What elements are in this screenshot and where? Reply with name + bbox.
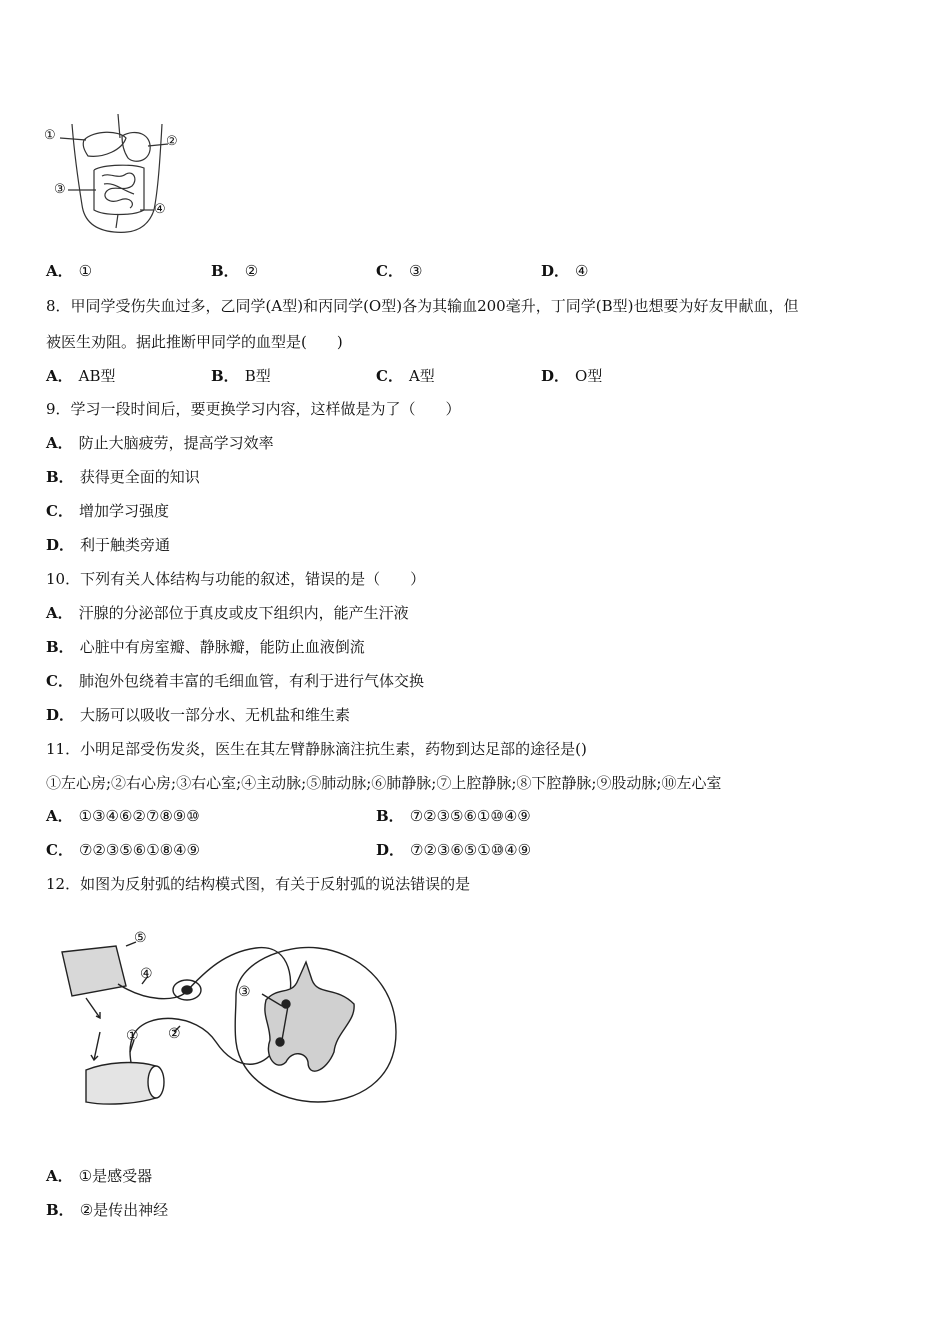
q11-stem: 11．小明足部受伤发炎，医生在其左臂静脉滴注抗生素，药物到达足部的途径是() xyxy=(46,740,587,758)
q8-option-a[interactable]: A． AB型 xyxy=(46,367,116,385)
q10-stem: 10．下列有关人体结构与功能的叙述，错误的是（ ） xyxy=(46,570,426,588)
digestive-system-drawing xyxy=(44,110,194,240)
fig7-label-3: ③ xyxy=(54,182,66,197)
q9-option-c[interactable]: C． 增加学习强度 xyxy=(46,502,169,520)
q7-option-b[interactable]: B． ② xyxy=(211,262,259,280)
q10-option-c[interactable]: C． 肺泡外包绕着丰富的毛细血管，有利于进行气体交换 xyxy=(46,672,424,690)
q7-option-a[interactable]: A． ① xyxy=(46,262,93,280)
q8-stem-line2: 被医生劝阻。据此推断甲同学的血型是( ) xyxy=(46,333,343,351)
reflex-arc-drawing xyxy=(56,922,416,1122)
q9-option-b[interactable]: B． 获得更全面的知识 xyxy=(46,468,200,486)
q12-stem: 12．如图为反射弧的结构模式图，有关于反射弧的说法错误的是 xyxy=(46,875,471,893)
q11-option-a[interactable]: A． ①③④⑥②⑦⑧⑨⑩ xyxy=(46,807,200,825)
fig12-label-5: ⑤ xyxy=(134,930,147,946)
q8-stem-line1: 8．甲同学受伤失血过多，乙同学(A型)和丙同学(O型)各为其输血200毫升，丁同学(B型)也想要为好友甲献血，但 xyxy=(46,297,799,315)
q9-stem: 9．学习一段时间后，要更换学习内容，这样做是为了（ ） xyxy=(46,400,461,418)
q8-option-c[interactable]: C． A型 xyxy=(376,367,435,385)
q12-option-b[interactable]: B． ②是传出神经 xyxy=(46,1201,169,1219)
fig7-label-4: ④ xyxy=(154,202,166,217)
q8-option-d[interactable]: D． O型 xyxy=(541,367,603,385)
q11-option-c[interactable]: C． ⑦②③⑤⑥①⑧④⑨ xyxy=(46,841,200,859)
reflex-arc-figure xyxy=(56,922,416,1122)
fig7-label-1: ① xyxy=(44,128,56,143)
q10-option-d[interactable]: D． 大肠可以吸收一部分水、无机盐和维生素 xyxy=(46,706,351,724)
q11-structure-list: ①左心房;②右心房;③右心室;④主动脉;⑤肺动脉;⑥肺静脉;⑦上腔静脉;⑧下腔静脉;⑨股动脉;⑩左心室 xyxy=(46,774,722,792)
q9-option-d[interactable]: D． 利于触类旁通 xyxy=(46,536,171,554)
q11-option-b[interactable]: B． ⑦②③⑤⑥①⑩④⑨ xyxy=(376,807,531,825)
digestive-system-figure xyxy=(44,110,194,240)
q12-option-a[interactable]: A． ①是感受器 xyxy=(46,1167,153,1185)
fig12-label-4: ④ xyxy=(140,966,153,982)
q11-option-d[interactable]: D． ⑦②③⑥⑤①⑩④⑨ xyxy=(376,841,532,859)
fig12-label-1: ① xyxy=(126,1028,139,1044)
q9-option-a[interactable]: A． 防止大脑疲劳，提高学习效率 xyxy=(46,434,274,452)
q8-option-b[interactable]: B． B型 xyxy=(211,367,271,385)
q10-option-a[interactable]: A． 汗腺的分泌部位于真皮或皮下组织内，能产生汗液 xyxy=(46,604,409,622)
fig12-label-2: ② xyxy=(168,1026,181,1042)
fig7-label-2: ② xyxy=(166,134,178,149)
q10-option-b[interactable]: B． 心脏中有房室瓣、静脉瓣，能防止血液倒流 xyxy=(46,638,365,656)
fig12-label-3: ③ xyxy=(238,984,251,1000)
q7-option-c[interactable]: C． ③ xyxy=(376,262,423,280)
q7-option-d[interactable]: D． ④ xyxy=(541,262,589,280)
